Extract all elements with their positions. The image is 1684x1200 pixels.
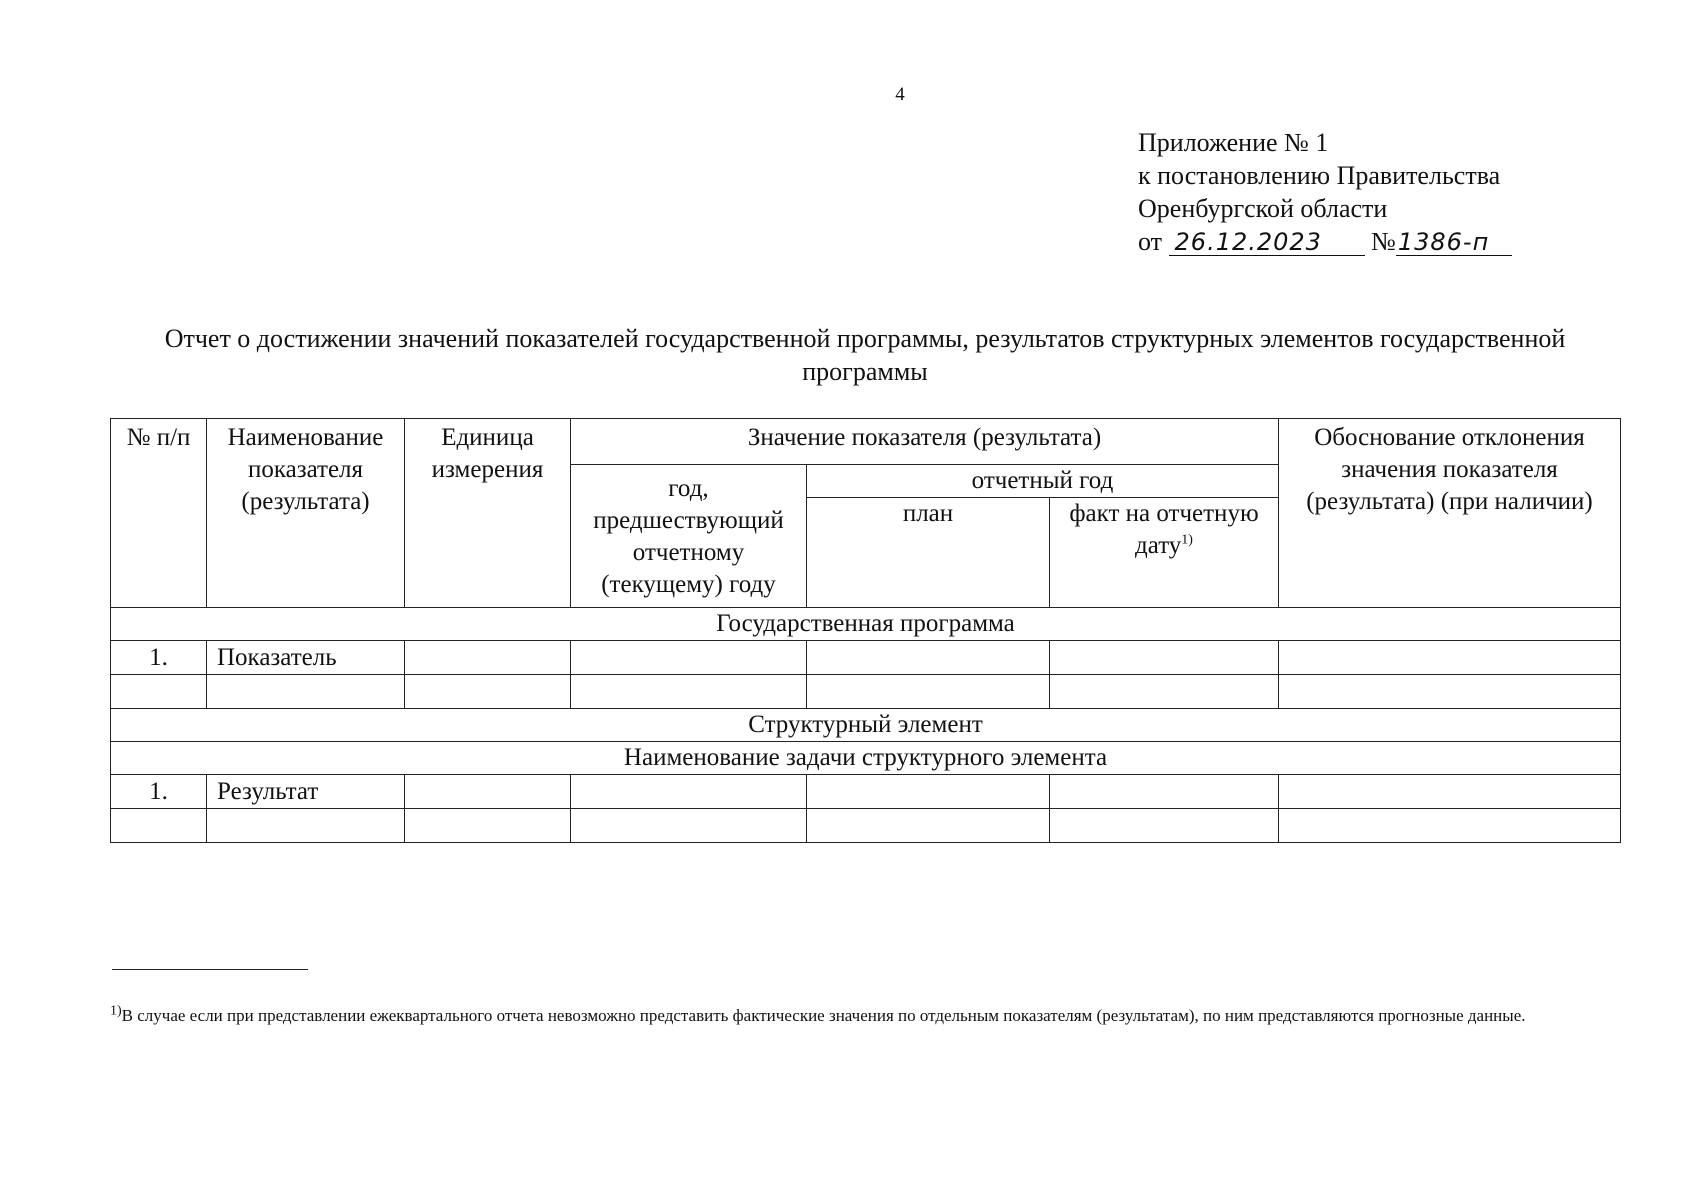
table-cell — [405, 641, 571, 675]
table-cell — [111, 675, 207, 709]
annex-region: Оренбургской области — [1138, 194, 1388, 223]
report-table — [110, 418, 1621, 843]
table-cell — [807, 775, 1050, 809]
header-value-group: Значение показателя (результата) — [571, 419, 1279, 465]
table-row — [111, 809, 1621, 843]
section-task-name: Наименование задачи структурного элемента — [111, 742, 1621, 775]
annex-date: 26.12.2023 — [1169, 229, 1365, 256]
header-prev-year: год, предшествующий отчетному (текущему) году — [571, 465, 807, 608]
table-row — [111, 775, 1621, 809]
table-cell — [1050, 675, 1279, 709]
row-result-name: Результат — [207, 775, 405, 809]
table-row — [111, 675, 1621, 709]
annex-resolution: к постановлению Правительства — [1138, 161, 1501, 190]
header-fact — [1050, 498, 1279, 608]
row-result-num: 1. — [111, 775, 207, 809]
table-cell — [405, 775, 571, 809]
footnote-marker: 1) — [110, 1003, 122, 1019]
table-cell — [807, 675, 1050, 709]
header-name: Наименование показателя (результата) — [207, 419, 405, 608]
header-justification: Обоснование отклонения значения показателя (результата) (при наличии) — [1279, 419, 1621, 608]
table-cell — [1279, 675, 1621, 709]
table-cell — [571, 809, 807, 843]
header-report-year: отчетный год — [807, 465, 1279, 498]
annex-block — [1138, 126, 1512, 258]
annex-number-label: № — [1371, 227, 1396, 256]
table-cell — [1050, 775, 1279, 809]
table-cell — [807, 809, 1050, 843]
table-row — [111, 641, 1621, 675]
row-indicator-name: Показатель — [207, 641, 405, 675]
document-title: Отчет о достижении значений показателей государственной программы, результатов структурных элементов государственной программы — [164, 324, 1566, 386]
footnote — [110, 1004, 1622, 1028]
table-cell — [1050, 809, 1279, 843]
table-cell — [405, 675, 571, 709]
table-cell — [405, 809, 571, 843]
header-unit: Единица измерения — [405, 419, 571, 608]
section-program: Государственная программа — [111, 608, 1621, 641]
table-cell — [1279, 775, 1621, 809]
annex-date-line — [1138, 225, 1512, 258]
annex-from-label: от — [1138, 227, 1163, 256]
header-num: № п/п — [111, 419, 207, 608]
page-number: 4 — [895, 84, 905, 105]
header-plan: план — [807, 498, 1050, 608]
table-cell — [571, 641, 807, 675]
table-cell — [1279, 641, 1621, 675]
table-cell — [571, 775, 807, 809]
section-structural-element: Структурный элемент — [111, 709, 1621, 742]
annex-title: Приложение № 1 — [1138, 128, 1329, 157]
header-fact-footnote-ref: 1) — [1181, 532, 1193, 548]
footnote-text: В случае если при представлении ежеквартального отчета невозможно представить фактические значения по отдельным показателям (результатам), по ним представляются прогнозные данные. — [121, 1006, 1526, 1025]
header-fact-text: факт на отчетную дату — [1069, 500, 1259, 559]
table-cell — [111, 809, 207, 843]
table-cell — [1050, 641, 1279, 675]
table-cell — [571, 675, 807, 709]
table-cell — [207, 675, 405, 709]
table-cell — [807, 641, 1050, 675]
table-cell — [207, 809, 405, 843]
annex-number: 1386-п — [1396, 229, 1512, 256]
table-cell — [1279, 809, 1621, 843]
row-indicator-num: 1. — [111, 641, 207, 675]
footnote-divider — [112, 969, 308, 970]
